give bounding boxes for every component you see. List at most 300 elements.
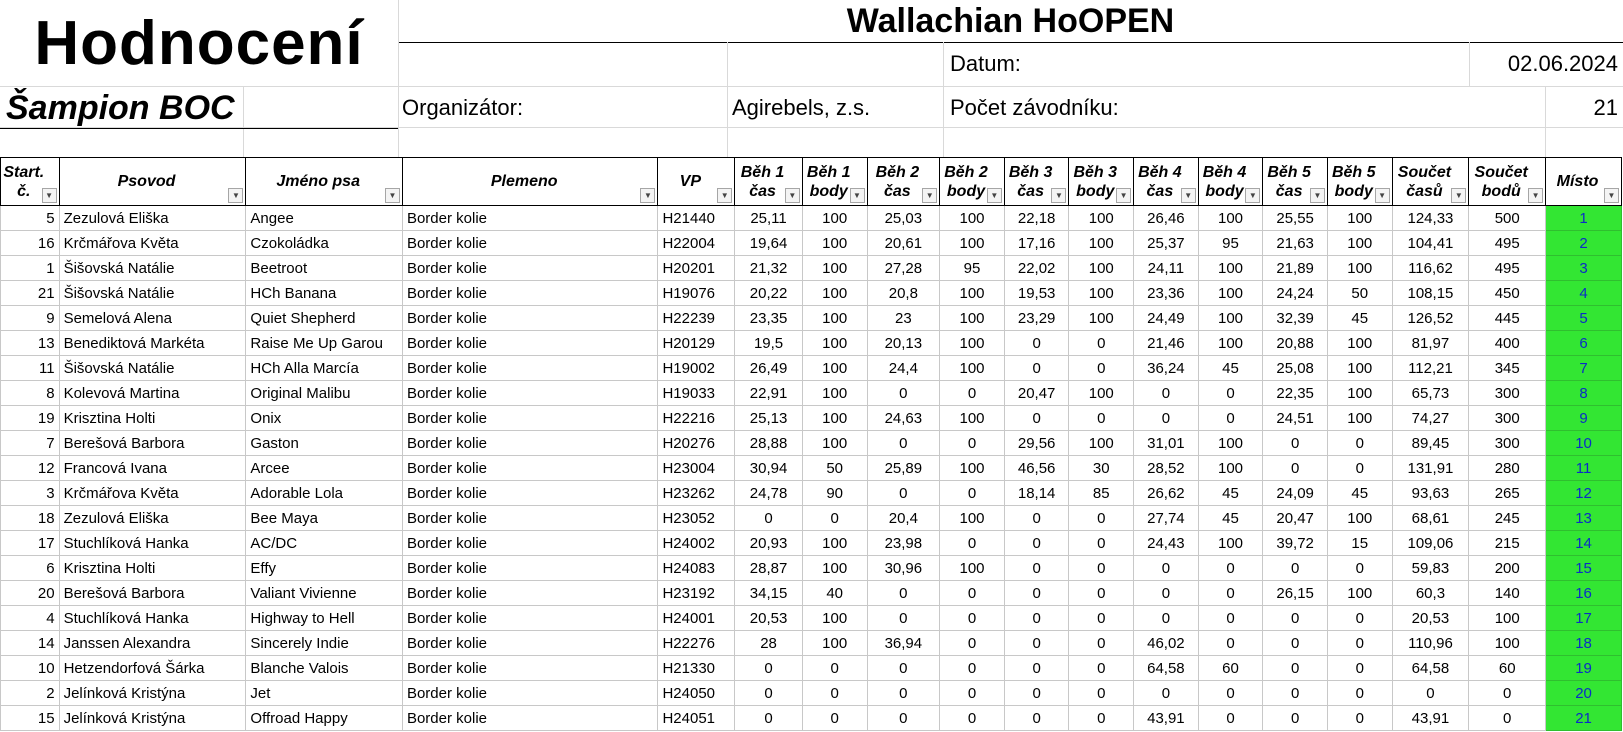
cell-run2-time[interactable]: 0 bbox=[867, 606, 940, 631]
cell-run3-points[interactable]: 0 bbox=[1069, 631, 1134, 656]
cell-run1-points[interactable]: 100 bbox=[802, 356, 867, 381]
cell-place[interactable]: 18 bbox=[1546, 631, 1622, 656]
cell-run5-time[interactable]: 0 bbox=[1263, 706, 1328, 731]
cell-breed[interactable]: Border kolie bbox=[402, 706, 658, 731]
cell-dog-name[interactable]: Onix bbox=[246, 406, 403, 431]
cell-run1-time[interactable]: 23,35 bbox=[735, 306, 803, 331]
cell-run1-points[interactable]: 100 bbox=[802, 381, 867, 406]
cell-vp[interactable]: H24001 bbox=[658, 606, 735, 631]
cell-run1-time[interactable]: 20,93 bbox=[735, 531, 803, 556]
cell-total-time[interactable]: 64,58 bbox=[1392, 656, 1469, 681]
cell-run4-points[interactable]: 0 bbox=[1198, 631, 1263, 656]
cell-run4-points[interactable]: 45 bbox=[1198, 356, 1263, 381]
cell-place[interactable]: 19 bbox=[1546, 656, 1622, 681]
cell-handler[interactable]: Zezulová Eliška bbox=[59, 506, 246, 531]
cell-run3-points[interactable]: 100 bbox=[1069, 306, 1134, 331]
cell-place[interactable]: 8 bbox=[1546, 381, 1622, 406]
cell-run3-time[interactable]: 0 bbox=[1004, 581, 1069, 606]
cell-place[interactable]: 21 bbox=[1546, 706, 1622, 731]
filter-dropdown-icon[interactable]: ▼ bbox=[785, 188, 800, 203]
cell-run3-time[interactable]: 0 bbox=[1004, 356, 1069, 381]
cell-run3-time[interactable]: 0 bbox=[1004, 331, 1069, 356]
cell-breed[interactable]: Border kolie bbox=[402, 456, 658, 481]
cell-breed[interactable]: Border kolie bbox=[402, 406, 658, 431]
cell-vp[interactable]: H22216 bbox=[658, 406, 735, 431]
cell-dog-name[interactable]: Arcee bbox=[246, 456, 403, 481]
cell-place[interactable]: 3 bbox=[1546, 256, 1622, 281]
cell-start-number[interactable]: 6 bbox=[1, 556, 60, 581]
cell-run3-points[interactable]: 0 bbox=[1069, 606, 1134, 631]
filter-dropdown-icon[interactable]: ▼ bbox=[1051, 188, 1066, 203]
cell-total-time[interactable]: 116,62 bbox=[1392, 256, 1469, 281]
cell-total-time[interactable]: 109,06 bbox=[1392, 531, 1469, 556]
cell-place[interactable]: 17 bbox=[1546, 606, 1622, 631]
cell-run1-time[interactable]: 19,5 bbox=[735, 331, 803, 356]
cell-run2-points[interactable]: 0 bbox=[940, 581, 1005, 606]
cell-run4-time[interactable]: 23,36 bbox=[1134, 281, 1199, 306]
cell-run3-time[interactable]: 0 bbox=[1004, 606, 1069, 631]
cell-run4-points[interactable]: 95 bbox=[1198, 231, 1263, 256]
cell-run2-points[interactable]: 100 bbox=[940, 356, 1005, 381]
cell-run4-time[interactable]: 21,46 bbox=[1134, 331, 1199, 356]
cell-run5-points[interactable]: 100 bbox=[1327, 256, 1392, 281]
cell-total-points[interactable]: 495 bbox=[1469, 256, 1546, 281]
cell-run2-points[interactable]: 95 bbox=[940, 256, 1005, 281]
cell-vp[interactable]: H22239 bbox=[658, 306, 735, 331]
cell-total-time[interactable]: 131,91 bbox=[1392, 456, 1469, 481]
cell-start-number[interactable]: 21 bbox=[1, 281, 60, 306]
cell-run4-time[interactable]: 36,24 bbox=[1134, 356, 1199, 381]
cell-run5-points[interactable]: 45 bbox=[1327, 306, 1392, 331]
cell-run2-points[interactable]: 100 bbox=[940, 406, 1005, 431]
cell-run3-time[interactable]: 18,14 bbox=[1004, 481, 1069, 506]
cell-total-time[interactable]: 60,3 bbox=[1392, 581, 1469, 606]
cell-run2-time[interactable]: 0 bbox=[867, 381, 940, 406]
cell-run1-time[interactable]: 19,64 bbox=[735, 231, 803, 256]
cell-run4-time[interactable]: 0 bbox=[1134, 681, 1199, 706]
cell-run5-time[interactable]: 0 bbox=[1263, 431, 1328, 456]
cell-run2-time[interactable]: 25,03 bbox=[867, 206, 940, 231]
cell-run2-points[interactable]: 100 bbox=[940, 306, 1005, 331]
cell-run4-time[interactable]: 0 bbox=[1134, 381, 1199, 406]
cell-run5-time[interactable]: 0 bbox=[1263, 556, 1328, 581]
cell-handler[interactable]: Jelínková Kristýna bbox=[59, 681, 246, 706]
cell-vp[interactable]: H24050 bbox=[658, 681, 735, 706]
cell-total-points[interactable]: 345 bbox=[1469, 356, 1546, 381]
cell-run2-time[interactable]: 0 bbox=[867, 431, 940, 456]
cell-run2-time[interactable]: 0 bbox=[867, 656, 940, 681]
cell-place[interactable]: 5 bbox=[1546, 306, 1622, 331]
cell-run1-points[interactable]: 100 bbox=[802, 406, 867, 431]
cell-breed[interactable]: Border kolie bbox=[402, 231, 658, 256]
cell-run4-time[interactable]: 0 bbox=[1134, 556, 1199, 581]
cell-total-points[interactable]: 100 bbox=[1469, 606, 1546, 631]
cell-start-number[interactable]: 20 bbox=[1, 581, 60, 606]
cell-start-number[interactable]: 7 bbox=[1, 431, 60, 456]
cell-total-time[interactable]: 126,52 bbox=[1392, 306, 1469, 331]
cell-start-number[interactable]: 19 bbox=[1, 406, 60, 431]
cell-run2-points[interactable]: 100 bbox=[940, 506, 1005, 531]
cell-run3-points[interactable]: 85 bbox=[1069, 481, 1134, 506]
cell-place[interactable]: 4 bbox=[1546, 281, 1622, 306]
cell-run2-time[interactable]: 23 bbox=[867, 306, 940, 331]
cell-run1-time[interactable]: 21,32 bbox=[735, 256, 803, 281]
cell-run1-time[interactable]: 34,15 bbox=[735, 581, 803, 606]
cell-place[interactable]: 12 bbox=[1546, 481, 1622, 506]
cell-run4-points[interactable]: 45 bbox=[1198, 481, 1263, 506]
cell-dog-name[interactable]: Czokoládka bbox=[246, 231, 403, 256]
cell-run2-points[interactable]: 100 bbox=[940, 456, 1005, 481]
cell-handler[interactable]: Šišovská Natálie bbox=[59, 281, 246, 306]
cell-start-number[interactable]: 15 bbox=[1, 706, 60, 731]
cell-run4-points[interactable]: 100 bbox=[1198, 306, 1263, 331]
cell-run4-time[interactable]: 24,11 bbox=[1134, 256, 1199, 281]
cell-dog-name[interactable]: Beetroot bbox=[246, 256, 403, 281]
cell-breed[interactable]: Border kolie bbox=[402, 331, 658, 356]
cell-dog-name[interactable]: Sincerely Indie bbox=[246, 631, 403, 656]
cell-run4-points[interactable]: 100 bbox=[1198, 456, 1263, 481]
cell-run1-time[interactable]: 20,22 bbox=[735, 281, 803, 306]
cell-vp[interactable]: H23052 bbox=[658, 506, 735, 531]
cell-run4-points[interactable]: 100 bbox=[1198, 431, 1263, 456]
cell-run4-time[interactable]: 24,43 bbox=[1134, 531, 1199, 556]
cell-run3-time[interactable]: 0 bbox=[1004, 506, 1069, 531]
cell-run5-points[interactable]: 0 bbox=[1327, 606, 1392, 631]
cell-run2-points[interactable]: 0 bbox=[940, 631, 1005, 656]
cell-run3-time[interactable]: 46,56 bbox=[1004, 456, 1069, 481]
cell-vp[interactable]: H24002 bbox=[658, 531, 735, 556]
cell-total-points[interactable]: 300 bbox=[1469, 431, 1546, 456]
cell-run5-points[interactable]: 100 bbox=[1327, 231, 1392, 256]
cell-run5-time[interactable]: 26,15 bbox=[1263, 581, 1328, 606]
cell-run1-points[interactable]: 100 bbox=[802, 306, 867, 331]
filter-dropdown-icon[interactable]: ▼ bbox=[987, 188, 1002, 203]
cell-run1-time[interactable]: 24,78 bbox=[735, 481, 803, 506]
cell-run5-time[interactable]: 24,24 bbox=[1263, 281, 1328, 306]
cell-handler[interactable]: Semelová Alena bbox=[59, 306, 246, 331]
cell-run2-time[interactable]: 0 bbox=[867, 481, 940, 506]
cell-run4-points[interactable]: 45 bbox=[1198, 506, 1263, 531]
cell-vp[interactable]: H24051 bbox=[658, 706, 735, 731]
cell-run1-time[interactable]: 0 bbox=[735, 706, 803, 731]
filter-dropdown-icon[interactable]: ▼ bbox=[42, 188, 57, 203]
cell-start-number[interactable]: 3 bbox=[1, 481, 60, 506]
cell-total-points[interactable]: 265 bbox=[1469, 481, 1546, 506]
cell-run5-time[interactable]: 24,09 bbox=[1263, 481, 1328, 506]
cell-handler[interactable]: Šišovská Natálie bbox=[59, 256, 246, 281]
cell-start-number[interactable]: 5 bbox=[1, 206, 60, 231]
cell-total-points[interactable]: 300 bbox=[1469, 381, 1546, 406]
cell-run3-points[interactable]: 0 bbox=[1069, 406, 1134, 431]
cell-run5-points[interactable]: 0 bbox=[1327, 431, 1392, 456]
cell-start-number[interactable]: 11 bbox=[1, 356, 60, 381]
cell-start-number[interactable]: 12 bbox=[1, 456, 60, 481]
cell-run5-time[interactable]: 0 bbox=[1263, 681, 1328, 706]
cell-run1-points[interactable]: 100 bbox=[802, 606, 867, 631]
cell-dog-name[interactable]: Highway to Hell bbox=[246, 606, 403, 631]
cell-dog-name[interactable]: Quiet Shepherd bbox=[246, 306, 403, 331]
cell-total-time[interactable]: 74,27 bbox=[1392, 406, 1469, 431]
cell-run4-time[interactable]: 24,49 bbox=[1134, 306, 1199, 331]
cell-run5-points[interactable]: 0 bbox=[1327, 681, 1392, 706]
cell-run3-points[interactable]: 0 bbox=[1069, 556, 1134, 581]
cell-run2-time[interactable]: 20,4 bbox=[867, 506, 940, 531]
cell-run1-time[interactable]: 25,11 bbox=[735, 206, 803, 231]
cell-dog-name[interactable]: Effy bbox=[246, 556, 403, 581]
cell-run2-points[interactable]: 0 bbox=[940, 706, 1005, 731]
cell-total-points[interactable]: 60 bbox=[1469, 656, 1546, 681]
cell-run5-time[interactable]: 20,88 bbox=[1263, 331, 1328, 356]
cell-run4-points[interactable]: 100 bbox=[1198, 531, 1263, 556]
cell-run2-points[interactable]: 0 bbox=[940, 481, 1005, 506]
cell-run3-time[interactable]: 0 bbox=[1004, 406, 1069, 431]
cell-total-time[interactable]: 104,41 bbox=[1392, 231, 1469, 256]
cell-place[interactable]: 13 bbox=[1546, 506, 1622, 531]
cell-run1-time[interactable]: 0 bbox=[735, 681, 803, 706]
cell-total-points[interactable]: 140 bbox=[1469, 581, 1546, 606]
cell-run5-time[interactable]: 25,55 bbox=[1263, 206, 1328, 231]
filter-dropdown-icon[interactable]: ▼ bbox=[922, 188, 937, 203]
cell-run4-time[interactable]: 43,91 bbox=[1134, 706, 1199, 731]
cell-run3-points[interactable]: 0 bbox=[1069, 356, 1134, 381]
cell-total-time[interactable]: 20,53 bbox=[1392, 606, 1469, 631]
cell-run4-points[interactable]: 0 bbox=[1198, 556, 1263, 581]
cell-total-points[interactable]: 100 bbox=[1469, 631, 1546, 656]
cell-run1-points[interactable]: 100 bbox=[802, 431, 867, 456]
cell-total-points[interactable]: 445 bbox=[1469, 306, 1546, 331]
cell-run5-points[interactable]: 50 bbox=[1327, 281, 1392, 306]
cell-run2-points[interactable]: 0 bbox=[940, 681, 1005, 706]
filter-dropdown-icon[interactable]: ▼ bbox=[850, 188, 865, 203]
cell-run3-points[interactable]: 100 bbox=[1069, 231, 1134, 256]
cell-run3-points[interactable]: 0 bbox=[1069, 531, 1134, 556]
cell-run4-time[interactable]: 27,74 bbox=[1134, 506, 1199, 531]
cell-run3-points[interactable]: 100 bbox=[1069, 281, 1134, 306]
filter-dropdown-icon[interactable]: ▼ bbox=[228, 188, 243, 203]
cell-place[interactable]: 2 bbox=[1546, 231, 1622, 256]
cell-run4-time[interactable]: 26,46 bbox=[1134, 206, 1199, 231]
cell-run3-points[interactable]: 0 bbox=[1069, 656, 1134, 681]
filter-dropdown-icon[interactable]: ▼ bbox=[717, 188, 732, 203]
cell-handler[interactable]: Berešová Barbora bbox=[59, 581, 246, 606]
cell-total-time[interactable]: 0 bbox=[1392, 681, 1469, 706]
cell-run1-time[interactable]: 25,13 bbox=[735, 406, 803, 431]
cell-vp[interactable]: H23192 bbox=[658, 581, 735, 606]
cell-vp[interactable]: H21440 bbox=[658, 206, 735, 231]
filter-dropdown-icon[interactable]: ▼ bbox=[1604, 188, 1619, 203]
cell-total-points[interactable]: 500 bbox=[1469, 206, 1546, 231]
filter-dropdown-icon[interactable]: ▼ bbox=[1116, 188, 1131, 203]
cell-breed[interactable]: Border kolie bbox=[402, 381, 658, 406]
cell-dog-name[interactable]: AC/DC bbox=[246, 531, 403, 556]
cell-dog-name[interactable]: Offroad Happy bbox=[246, 706, 403, 731]
cell-run5-points[interactable]: 0 bbox=[1327, 456, 1392, 481]
cell-run3-time[interactable]: 0 bbox=[1004, 706, 1069, 731]
cell-breed[interactable]: Border kolie bbox=[402, 556, 658, 581]
cell-vp[interactable]: H20129 bbox=[658, 331, 735, 356]
cell-run1-time[interactable]: 0 bbox=[735, 656, 803, 681]
cell-breed[interactable]: Border kolie bbox=[402, 431, 658, 456]
cell-dog-name[interactable]: Jet bbox=[246, 681, 403, 706]
cell-breed[interactable]: Border kolie bbox=[402, 281, 658, 306]
cell-dog-name[interactable]: Gaston bbox=[246, 431, 403, 456]
cell-total-points[interactable]: 0 bbox=[1469, 681, 1546, 706]
cell-run2-time[interactable]: 24,63 bbox=[867, 406, 940, 431]
cell-run1-points[interactable]: 100 bbox=[802, 281, 867, 306]
cell-dog-name[interactable]: Adorable Lola bbox=[246, 481, 403, 506]
cell-run5-time[interactable]: 32,39 bbox=[1263, 306, 1328, 331]
cell-run3-time[interactable]: 0 bbox=[1004, 556, 1069, 581]
cell-total-time[interactable]: 112,21 bbox=[1392, 356, 1469, 381]
cell-run3-points[interactable]: 100 bbox=[1069, 206, 1134, 231]
filter-dropdown-icon[interactable]: ▼ bbox=[1528, 188, 1543, 203]
cell-breed[interactable]: Border kolie bbox=[402, 206, 658, 231]
cell-run2-points[interactable]: 100 bbox=[940, 556, 1005, 581]
cell-total-points[interactable]: 450 bbox=[1469, 281, 1546, 306]
cell-vp[interactable]: H24083 bbox=[658, 556, 735, 581]
cell-run4-time[interactable]: 0 bbox=[1134, 581, 1199, 606]
cell-run4-points[interactable]: 0 bbox=[1198, 706, 1263, 731]
cell-run1-time[interactable]: 30,94 bbox=[735, 456, 803, 481]
cell-run5-time[interactable]: 24,51 bbox=[1263, 406, 1328, 431]
cell-run5-points[interactable]: 100 bbox=[1327, 506, 1392, 531]
cell-handler[interactable]: Janssen Alexandra bbox=[59, 631, 246, 656]
cell-vp[interactable]: H23004 bbox=[658, 456, 735, 481]
cell-run2-time[interactable]: 20,61 bbox=[867, 231, 940, 256]
filter-dropdown-icon[interactable]: ▼ bbox=[1245, 188, 1260, 203]
cell-dog-name[interactable]: Blanche Valois bbox=[246, 656, 403, 681]
cell-dog-name[interactable]: Angee bbox=[246, 206, 403, 231]
cell-run1-points[interactable]: 100 bbox=[802, 631, 867, 656]
cell-total-points[interactable]: 215 bbox=[1469, 531, 1546, 556]
cell-start-number[interactable]: 14 bbox=[1, 631, 60, 656]
cell-run2-points[interactable]: 100 bbox=[940, 331, 1005, 356]
cell-run2-time[interactable]: 20,13 bbox=[867, 331, 940, 356]
cell-run1-points[interactable]: 100 bbox=[802, 231, 867, 256]
cell-run1-points[interactable]: 90 bbox=[802, 481, 867, 506]
filter-dropdown-icon[interactable]: ▼ bbox=[385, 188, 400, 203]
cell-start-number[interactable]: 10 bbox=[1, 656, 60, 681]
cell-run4-points[interactable]: 0 bbox=[1198, 606, 1263, 631]
cell-run3-points[interactable]: 100 bbox=[1069, 381, 1134, 406]
cell-run2-time[interactable]: 27,28 bbox=[867, 256, 940, 281]
cell-run5-time[interactable]: 39,72 bbox=[1263, 531, 1328, 556]
cell-place[interactable]: 1 bbox=[1546, 206, 1622, 231]
cell-run5-points[interactable]: 15 bbox=[1327, 531, 1392, 556]
cell-run1-time[interactable]: 28,88 bbox=[735, 431, 803, 456]
cell-run2-points[interactable]: 0 bbox=[940, 606, 1005, 631]
cell-run5-points[interactable]: 100 bbox=[1327, 381, 1392, 406]
cell-total-points[interactable]: 245 bbox=[1469, 506, 1546, 531]
cell-run1-points[interactable]: 100 bbox=[802, 556, 867, 581]
cell-total-time[interactable]: 124,33 bbox=[1392, 206, 1469, 231]
cell-run3-time[interactable]: 19,53 bbox=[1004, 281, 1069, 306]
cell-run3-time[interactable]: 20,47 bbox=[1004, 381, 1069, 406]
cell-run1-points[interactable]: 0 bbox=[802, 681, 867, 706]
cell-breed[interactable]: Border kolie bbox=[402, 656, 658, 681]
cell-vp[interactable]: H23262 bbox=[658, 481, 735, 506]
cell-start-number[interactable]: 17 bbox=[1, 531, 60, 556]
cell-total-time[interactable]: 89,45 bbox=[1392, 431, 1469, 456]
cell-place[interactable]: 15 bbox=[1546, 556, 1622, 581]
cell-run5-points[interactable]: 100 bbox=[1327, 331, 1392, 356]
cell-place[interactable]: 6 bbox=[1546, 331, 1622, 356]
cell-total-points[interactable]: 400 bbox=[1469, 331, 1546, 356]
cell-vp[interactable]: H19033 bbox=[658, 381, 735, 406]
cell-run3-time[interactable]: 0 bbox=[1004, 656, 1069, 681]
cell-run3-time[interactable]: 29,56 bbox=[1004, 431, 1069, 456]
cell-run1-points[interactable]: 0 bbox=[802, 506, 867, 531]
cell-breed[interactable]: Border kolie bbox=[402, 506, 658, 531]
cell-breed[interactable]: Border kolie bbox=[402, 631, 658, 656]
cell-run3-time[interactable]: 22,02 bbox=[1004, 256, 1069, 281]
cell-run1-time[interactable]: 28 bbox=[735, 631, 803, 656]
cell-start-number[interactable]: 2 bbox=[1, 681, 60, 706]
cell-total-points[interactable]: 280 bbox=[1469, 456, 1546, 481]
cell-start-number[interactable]: 4 bbox=[1, 606, 60, 631]
cell-run2-time[interactable]: 24,4 bbox=[867, 356, 940, 381]
cell-vp[interactable]: H20276 bbox=[658, 431, 735, 456]
cell-run3-time[interactable]: 0 bbox=[1004, 631, 1069, 656]
cell-run4-points[interactable]: 100 bbox=[1198, 331, 1263, 356]
cell-total-time[interactable]: 110,96 bbox=[1392, 631, 1469, 656]
cell-run5-time[interactable]: 0 bbox=[1263, 656, 1328, 681]
cell-total-points[interactable]: 495 bbox=[1469, 231, 1546, 256]
cell-run2-time[interactable]: 0 bbox=[867, 681, 940, 706]
cell-handler[interactable]: Benediktová Markéta bbox=[59, 331, 246, 356]
cell-start-number[interactable]: 8 bbox=[1, 381, 60, 406]
cell-vp[interactable]: H20201 bbox=[658, 256, 735, 281]
cell-handler[interactable]: Krčmářova Květa bbox=[59, 231, 246, 256]
cell-handler[interactable]: Krčmářova Květa bbox=[59, 481, 246, 506]
cell-total-time[interactable]: 108,15 bbox=[1392, 281, 1469, 306]
cell-place[interactable]: 16 bbox=[1546, 581, 1622, 606]
cell-run3-time[interactable]: 23,29 bbox=[1004, 306, 1069, 331]
cell-run1-points[interactable]: 100 bbox=[802, 256, 867, 281]
cell-run3-time[interactable]: 22,18 bbox=[1004, 206, 1069, 231]
cell-run4-points[interactable]: 0 bbox=[1198, 381, 1263, 406]
cell-handler[interactable]: Jelínková Kristýna bbox=[59, 706, 246, 731]
cell-place[interactable]: 7 bbox=[1546, 356, 1622, 381]
cell-place[interactable]: 14 bbox=[1546, 531, 1622, 556]
cell-run3-time[interactable]: 17,16 bbox=[1004, 231, 1069, 256]
cell-total-points[interactable]: 0 bbox=[1469, 706, 1546, 731]
cell-handler[interactable]: Zezulová Eliška bbox=[59, 206, 246, 231]
filter-dropdown-icon[interactable]: ▼ bbox=[1310, 188, 1325, 203]
cell-run4-time[interactable]: 0 bbox=[1134, 406, 1199, 431]
cell-start-number[interactable]: 18 bbox=[1, 506, 60, 531]
cell-run3-points[interactable]: 0 bbox=[1069, 706, 1134, 731]
cell-run5-time[interactable]: 21,89 bbox=[1263, 256, 1328, 281]
cell-run5-points[interactable]: 0 bbox=[1327, 556, 1392, 581]
cell-total-time[interactable]: 59,83 bbox=[1392, 556, 1469, 581]
filter-dropdown-icon[interactable]: ▼ bbox=[1451, 188, 1466, 203]
cell-total-time[interactable]: 65,73 bbox=[1392, 381, 1469, 406]
cell-handler[interactable]: Krisztina Holti bbox=[59, 406, 246, 431]
cell-run4-time[interactable]: 25,37 bbox=[1134, 231, 1199, 256]
cell-run5-time[interactable]: 21,63 bbox=[1263, 231, 1328, 256]
cell-run1-time[interactable]: 22,91 bbox=[735, 381, 803, 406]
cell-run3-points[interactable]: 100 bbox=[1069, 256, 1134, 281]
cell-run2-points[interactable]: 100 bbox=[940, 231, 1005, 256]
cell-run1-points[interactable]: 100 bbox=[802, 206, 867, 231]
cell-breed[interactable]: Border kolie bbox=[402, 531, 658, 556]
cell-run2-points[interactable]: 0 bbox=[940, 381, 1005, 406]
cell-run4-points[interactable]: 60 bbox=[1198, 656, 1263, 681]
cell-total-time[interactable]: 68,61 bbox=[1392, 506, 1469, 531]
cell-run1-time[interactable]: 28,87 bbox=[735, 556, 803, 581]
cell-run3-points[interactable]: 0 bbox=[1069, 506, 1134, 531]
